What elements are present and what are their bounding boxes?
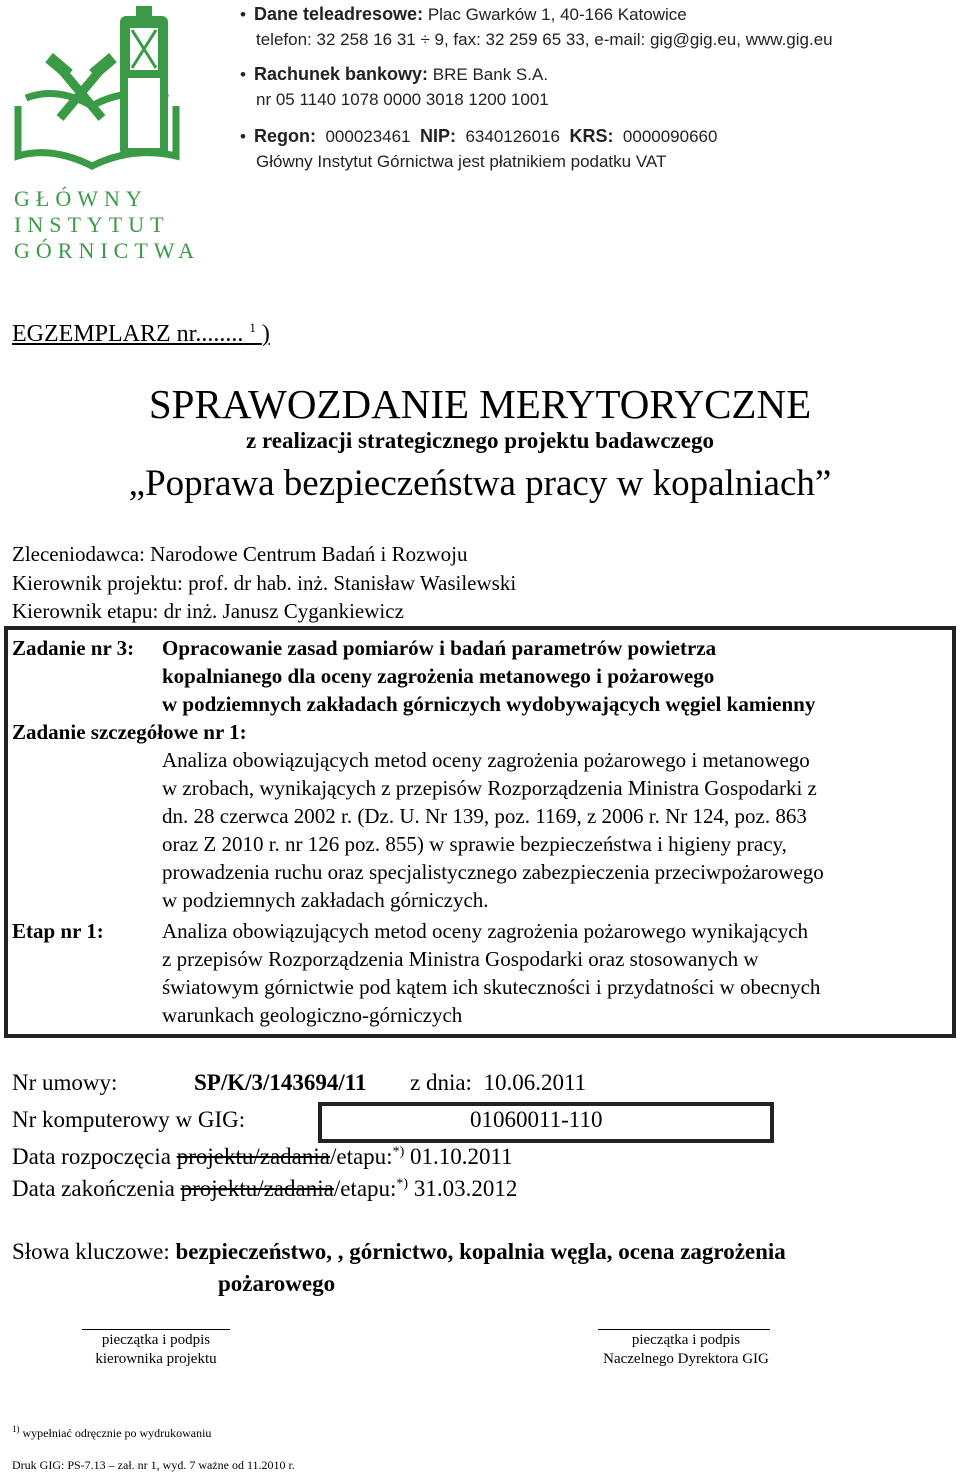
copy-footnote-mark: 1 — [249, 320, 256, 335]
stage-description — [162, 917, 952, 1029]
krs-label: KRS: — [569, 126, 614, 146]
subtask-description — [162, 746, 952, 914]
copy-label: EGZEMPLARZ nr........ — [12, 321, 244, 347]
contract-number-line — [12, 1070, 117, 1096]
bullet-icon: • — [240, 65, 246, 84]
krs-value: 0000090660 — [622, 127, 718, 146]
subtask-line: dn. 28 czerwca 2002 r. (Dz. U. Nr 139, poz. 1169, z 2006 r. Nr 124, poz. 863 — [162, 804, 807, 828]
task-description — [162, 634, 952, 718]
bullet-icon: • — [240, 5, 246, 24]
regon-label: Regon: — [254, 126, 316, 146]
end-date-label: Data zakończenia — [12, 1176, 175, 1201]
end-date-value: 31.03.2012 — [413, 1176, 518, 1201]
client-line: Zleceniodawca: Narodowe Centrum Badań i Rozwoju — [12, 542, 468, 566]
signature-caption: pieczątka i podpis — [631, 1332, 741, 1348]
signature-caption: pieczątka i podpis — [101, 1332, 211, 1348]
end-date-suffix: /etapu: — [333, 1176, 397, 1201]
logo-text-line: GŁÓWNY — [14, 186, 148, 211]
teleaddress-value: Plac Gwarków 1, 40-166 Katowice — [427, 5, 687, 24]
contract-number-label: Nr umowy: — [12, 1070, 118, 1095]
footnote — [12, 1424, 211, 1441]
registry-line — [240, 124, 717, 149]
nip-value: 6340126016 — [465, 127, 560, 146]
logo-emblem-icon — [12, 6, 184, 186]
stage-line: światowym górnictwie pod kątem ich skuteczności i przydatności w obecnych — [162, 975, 821, 999]
start-date-value: 01.10.2011 — [410, 1144, 513, 1169]
task-line: w podziemnych zakładach górniczych wydobywających węgiel kamienny — [162, 692, 816, 716]
footnote-mark: 1) — [12, 1424, 20, 1434]
keywords-line: bezpieczeństwo, , górnictwo, kopalnia węgla, ocena zagrożenia — [175, 1239, 786, 1264]
end-date-struck: projektu/zadania — [180, 1176, 334, 1201]
stage-line: Analiza obowiązujących metod oceny zagrożenia pożarowego wynikających — [162, 919, 809, 943]
copy-number — [12, 320, 270, 348]
stage-manager-line: Kierownik etapu: dr inż. Janusz Cygankiewicz — [12, 599, 404, 623]
signature-line — [598, 1329, 770, 1330]
logo-text-line: INSTYTUT — [14, 212, 170, 237]
end-date-line — [12, 1176, 517, 1202]
project-name: „Poprawa bezpieczeństwa pracy w kopalniach” — [128, 463, 832, 504]
vat-note: Główny Instytut Górnictwa jest płatnikiem podatku VAT — [256, 152, 667, 171]
stage-line: z przepisów Rozporządzenia Ministra Gospodarki oraz stosowanych w — [162, 947, 759, 971]
contract-date-value: 10.06.2011 — [483, 1070, 587, 1095]
subtask-line: Analiza obowiązujących metod oceny zagrożenia pożarowego i metanowego — [162, 748, 810, 772]
contract-date-label: z dnia: — [410, 1070, 472, 1095]
footnote-text: wypełniać odręcznie po wydrukowaniu — [22, 1426, 212, 1440]
start-date-suffix: /etapu: — [329, 1144, 393, 1169]
task-line: kopalnianego dla oceny zagrożenia metanowego i pożarowego — [162, 664, 715, 688]
copy-suffix: ) — [261, 321, 270, 347]
teleaddress-line — [240, 2, 687, 27]
computer-number-label: Nr komputerowy w GIG: — [12, 1107, 246, 1132]
bank-line — [240, 62, 548, 87]
task-line: Opracowanie zasad pomiarów i badań parametrów powietrza — [162, 636, 717, 660]
start-date-struck: projektu/zadania — [176, 1144, 330, 1169]
keywords-label: Słowa kluczowe: — [12, 1239, 170, 1264]
bank-label: Rachunek bankowy: — [254, 64, 429, 84]
computer-number-value: 01060011-110 — [470, 1107, 603, 1132]
contract-date — [410, 1070, 586, 1096]
regon-value: 000023461 — [325, 127, 411, 146]
project-manager-line: Kierownik projektu: prof. dr hab. inż. Stanisław Wasilewski — [12, 571, 517, 595]
subtask-line: oraz Z 2010 r. nr 126 poz. 855) w sprawie bezpieczeństwa i higieny pracy, — [162, 832, 787, 856]
signature-line — [82, 1329, 230, 1330]
signature-right — [580, 1331, 792, 1369]
start-date-label: Data rozpoczęcia — [12, 1144, 171, 1169]
subtask-line: w podziemnych zakładach górniczych. — [162, 888, 489, 912]
subtask-line: w zrobach, wynikających z przepisów Rozporządzenia Ministra Gospodarki z — [162, 776, 817, 800]
signature-caption: kierownika projektu — [95, 1351, 217, 1367]
logo-text-line: GÓRNICTWA — [14, 238, 200, 263]
subtask-label: Zadanie szczegółowe nr 1: — [12, 720, 247, 744]
keywords — [12, 1236, 786, 1268]
stage-label: Etap nr 1: — [12, 919, 104, 943]
page-title: SPRAWOZDANIE MERYTORYCZNE — [148, 381, 812, 427]
logo-text — [14, 186, 200, 264]
nip-label: NIP: — [420, 126, 456, 146]
contact-line: telefon: 32 258 16 31 ÷ 9, fax: 32 259 65 33, e-mail: gig@gig.eu, www.gig.eu — [256, 30, 833, 49]
signature-left — [60, 1331, 252, 1369]
subtask-line: prowadzenia ruchu oraz specjalistycznego zabezpieczenia przeciwpożarowego — [162, 860, 824, 884]
bullet-icon: • — [240, 127, 246, 146]
page-subtitle: z realizacji strategicznego projektu badawczego — [246, 428, 714, 453]
signature-caption: Naczelnego Dyrektora GIG — [603, 1351, 769, 1367]
start-date-mark: *) — [392, 1144, 405, 1160]
start-date-line — [12, 1144, 513, 1170]
task-label: Zadanie nr 3: — [12, 636, 135, 660]
teleaddress-label: Dane teleadresowe: — [254, 4, 424, 24]
form-id: Druk GIG: PS-7.13 – zał. nr 1, wyd. 7 ważne od 11.2010 r. — [12, 1458, 295, 1472]
contract-number-value: SP/K/3/143694/11 — [194, 1070, 367, 1095]
bank-name: BRE Bank S.A. — [432, 65, 549, 84]
stage-line: warunkach geologiczno-górniczych — [162, 1003, 463, 1027]
bank-account: nr 05 1140 1078 0000 3018 1200 1001 — [256, 90, 549, 109]
keywords-line: pożarowego — [218, 1271, 336, 1296]
end-date-mark: *) — [396, 1176, 409, 1192]
